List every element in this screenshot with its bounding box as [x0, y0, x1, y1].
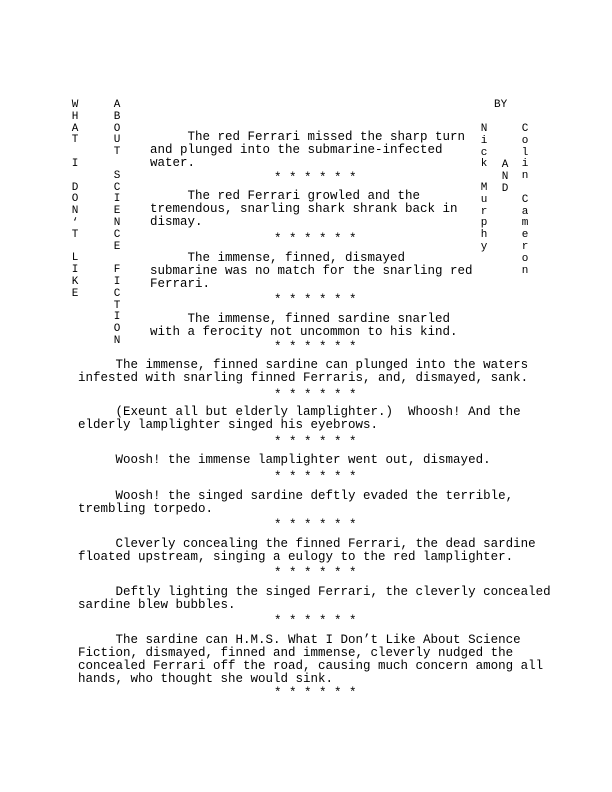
vertical-letter — [70, 171, 80, 183]
paragraph-line: elderly lamplighter singed his eyebrows. — [78, 418, 379, 432]
paragraph-line: water. — [150, 156, 196, 170]
paragraph-line: dismay. — [150, 215, 203, 229]
vertical-letter: W — [71, 99, 79, 111]
vertical-letter: r — [521, 240, 529, 253]
vertical-letter: C — [113, 228, 121, 241]
vertical-title-what-i-dont-like — [70, 100, 80, 301]
vertical-letter: i — [521, 158, 529, 171]
paragraph-line: The red Ferrari missed the sharp turn — [150, 130, 466, 144]
vertical-letter: F — [113, 264, 121, 277]
paragraph-line: Fiction, dismayed, finned and immense, cleverly nudged the — [78, 646, 514, 660]
paragraph — [78, 634, 543, 686]
vertical-letter: N — [71, 205, 79, 218]
section-separator: * * * * * * — [274, 566, 357, 580]
vertical-letter — [112, 159, 122, 171]
vertical-letter: l — [521, 146, 529, 159]
section-separator: * * * * * * — [274, 232, 357, 246]
vertical-letter: A — [71, 122, 79, 135]
paragraph-line: tremendous, snarling shark shrank back in — [150, 202, 458, 216]
vertical-letter: C — [521, 123, 529, 135]
paragraph — [78, 406, 521, 432]
paragraph — [150, 252, 473, 291]
vertical-letter: U — [113, 134, 121, 147]
section-separator: * * * * * * — [274, 614, 357, 628]
vertical-letter: S — [113, 169, 121, 182]
vertical-letter: E — [71, 287, 79, 300]
paragraph-line: concealed Ferrari off the road, causing much concern among all — [78, 659, 544, 673]
paragraph-line: The red Ferrari growled and the — [150, 189, 421, 203]
vertical-letter: A — [113, 99, 121, 111]
vertical-letter: C — [113, 287, 121, 300]
vertical-and — [500, 160, 510, 195]
paragraph-line: hands, who thought she would sink. — [78, 672, 334, 686]
section-separator: * * * * * * — [274, 686, 357, 700]
vertical-letter: r — [480, 205, 488, 218]
vertical-author-colin-cameron — [520, 124, 530, 277]
vertical-letter: h — [480, 229, 488, 242]
vertical-letter: O — [71, 193, 79, 206]
vertical-letter: m — [521, 217, 529, 230]
vertical-letter: C — [113, 181, 121, 194]
paragraph-line: The immense, finned sardine snarled — [150, 312, 451, 326]
paragraph-line: with a ferocity not uncommon to his kind. — [150, 325, 458, 339]
paragraph — [150, 131, 465, 170]
vertical-letter: o — [521, 134, 529, 147]
paragraph-line: (Exeunt all but elderly lamplighter.) Whoosh! And the — [78, 405, 521, 419]
paragraph — [78, 490, 513, 516]
vertical-letter: O — [113, 122, 121, 135]
vertical-letter: D — [501, 182, 509, 195]
vertical-letter: i — [480, 134, 488, 147]
vertical-letter — [520, 183, 530, 195]
vertical-letter: T — [113, 299, 121, 312]
vertical-letter: T — [71, 228, 79, 241]
paragraph-line: Woosh! the singed sardine deftly evaded the terrible, — [78, 489, 514, 503]
paragraph — [78, 454, 491, 467]
vertical-letter: n — [521, 264, 529, 277]
vertical-letter: e — [521, 229, 529, 242]
byline: BY — [494, 99, 508, 111]
vertical-letter: N — [501, 170, 509, 183]
vertical-letter: B — [113, 110, 121, 123]
vertical-letter: p — [480, 217, 488, 230]
section-separator: * * * * * * — [274, 388, 357, 402]
vertical-letter: M — [480, 181, 488, 194]
vertical-letter: A — [501, 159, 509, 171]
paragraph — [150, 313, 458, 339]
paragraph — [150, 190, 458, 229]
section-separator: * * * * * * — [274, 470, 357, 484]
section-separator: * * * * * * — [274, 340, 357, 354]
vertical-letter: ‘ — [71, 216, 79, 229]
section-separator: * * * * * * — [274, 518, 357, 532]
vertical-title-about-science-fiction — [112, 100, 122, 348]
paragraph — [78, 538, 536, 564]
vertical-letter: y — [480, 240, 488, 253]
paragraph-line: infested with snarling finned Ferraris, and, dismayed, sank. — [78, 371, 529, 385]
vertical-letter: E — [113, 240, 121, 253]
vertical-letter: T — [71, 134, 79, 147]
paragraph-line: submarine was no match for the snarling red — [150, 264, 473, 278]
section-separator: * * * * * * — [274, 171, 357, 185]
paragraph-line: trembling torpedo. — [78, 502, 214, 516]
vertical-author-nick-murphy — [479, 124, 489, 254]
vertical-letter: o — [521, 252, 529, 265]
paragraph-line: floated upstream, singing a eulogy to the red lamplighter. — [78, 550, 514, 564]
vertical-letter: L — [71, 252, 79, 265]
paragraph-line: and plunged into the submarine-infected — [150, 143, 443, 157]
vertical-letter: I — [113, 193, 121, 206]
vertical-letter: I — [71, 157, 79, 170]
vertical-letter: N — [113, 334, 121, 347]
paragraph-line: The immense, finned sardine can plunged into the waters — [78, 358, 529, 372]
vertical-letter: E — [113, 205, 121, 218]
vertical-letter: T — [113, 146, 121, 159]
vertical-letter: I — [71, 264, 79, 277]
vertical-letter: c — [480, 146, 488, 159]
paragraph — [78, 586, 551, 612]
vertical-letter: k — [480, 158, 488, 171]
vertical-letter: D — [71, 181, 79, 194]
vertical-letter: C — [521, 193, 529, 206]
vertical-letter: H — [71, 110, 79, 123]
vertical-letter: a — [521, 205, 529, 218]
section-separator: * * * * * * — [274, 435, 357, 449]
vertical-letter: N — [113, 216, 121, 229]
vertical-letter: u — [480, 193, 488, 206]
vertical-letter: n — [521, 170, 529, 183]
paragraph — [78, 359, 528, 385]
paragraph-line: sardine blew bubbles. — [78, 598, 236, 612]
paragraph-line: Deftly lighting the singed Ferrari, the cleverly concealed — [78, 585, 551, 599]
vertical-letter: I — [113, 311, 121, 324]
paragraph-line: Cleverly concealing the finned Ferrari, the dead sardine — [78, 537, 536, 551]
section-separator: * * * * * * — [274, 293, 357, 307]
vertical-letter: K — [71, 275, 79, 288]
paragraph-line: Ferrari. — [150, 277, 211, 291]
paragraph-line: The immense, finned, dismayed — [150, 251, 406, 265]
paragraph-line: Woosh! the immense lamplighter went out, dismayed. — [78, 453, 491, 467]
vertical-letter: N — [480, 123, 488, 135]
vertical-letter: I — [113, 275, 121, 288]
vertical-letter: O — [113, 323, 121, 336]
paragraph-line: The sardine can H.M.S. What I Don’t Like About Science — [78, 633, 521, 647]
